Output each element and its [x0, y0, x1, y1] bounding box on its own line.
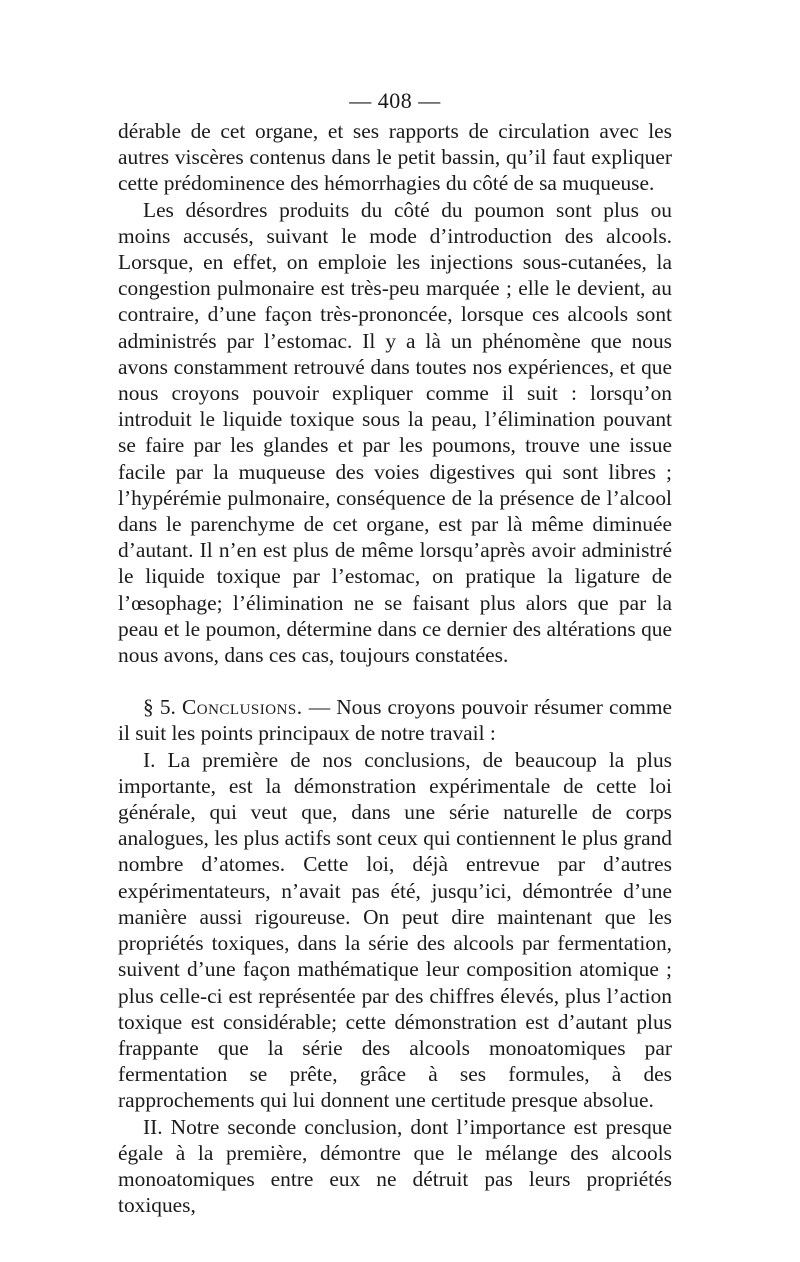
paragraph-continuation: dérable de cet organe, et ses rapports de circulation avec les autres viscères contenus dans le petit bassin, qu’il faut expliquer cette prédominence des hémorrhagies du côté de sa muqueuse. — [118, 119, 672, 196]
section-intro-text: — Nous croyons pouvoir résumer comme il suit les points principaux de notre travail : — [118, 695, 672, 746]
page-number: — 408 — — [349, 88, 441, 113]
section-number: § 5. — [143, 695, 176, 720]
section-spacer — [118, 668, 672, 694]
paragraph-conclusion-two: II. Notre seconde conclusion, dont l’importance est presque égale à la première, démontre que le mélange des alcools monoatomiques entre eux ne détruit pas leurs propriétés toxiques, — [118, 1114, 672, 1218]
paragraph-lung-disorders: Les désordres produits du côté du poumon sont plus ou moins accusés, suivant le mode d’introduction des alcools. Lorsque, en effet, on emploie les injections sous-cutanées, la congestion pulmonaire est très-peu marquée ; elle le devient, au contraire, d’une façon très-prononcée, lorsque ces alcools sont administrés par l’estomac. Il y a là un phénomène que nous avons constamment retrouvé dans toutes nos expériences, et que nous croyons pouvoir expliquer comme il suit : lorsqu’on introduit le liquide toxique sous la peau, l’élimination pouvant se faire par les glandes et par les poumons, trouve une issue facile par la muqueuse des voies digestives qui sont libres ; l’hypérémie pulmonaire, conséquence de la présence de l’alcool dans le parenchyme de cet organe, est par là même diminuée d’autant. Il n’en est plus de même lorsqu’après avoir administré le liquide toxique par l’estomac, on pratique la ligature de l’œsophage; l’élimination ne se faisant plus alors que par la peau et le poumon, détermine dans ce dernier des altérations que nous avons, dans ces cas, toujours constatées. — [118, 197, 672, 668]
paragraph-conclusions-intro — [118, 694, 672, 746]
section-heading: Conclusions. — [181, 695, 303, 720]
paragraph-conclusion-one: I. La première de nos conclusions, de beaucoup la plus importante, est la démonstration expérimentale de cette loi générale, qui veut que, dans une série naturelle de corps analogues, les plus actifs sont ceux qui contiennent le plus grand nombre d’atomes. Cette loi, déjà entrevue par d’autres expérimentateurs, n’avait pas été, jusqu’ici, démontrée d’une manière aussi rigoureuse. On peut dire maintenant que les propriétés toxiques, dans la série des alcools par fermentation, suivent d’une façon mathématique leur composition atomique ; plus celle-ci est représentée par des chiffres élevés, plus l’action toxique est considérable; cette démonstration est d’autant plus frappante que la série des alcools monoatomiques par fermentation se prête, grâce à ses formules, à des rapprochements qui lui donnent une certitude presque absolue. — [118, 747, 672, 1113]
book-page — [118, 86, 672, 1218]
